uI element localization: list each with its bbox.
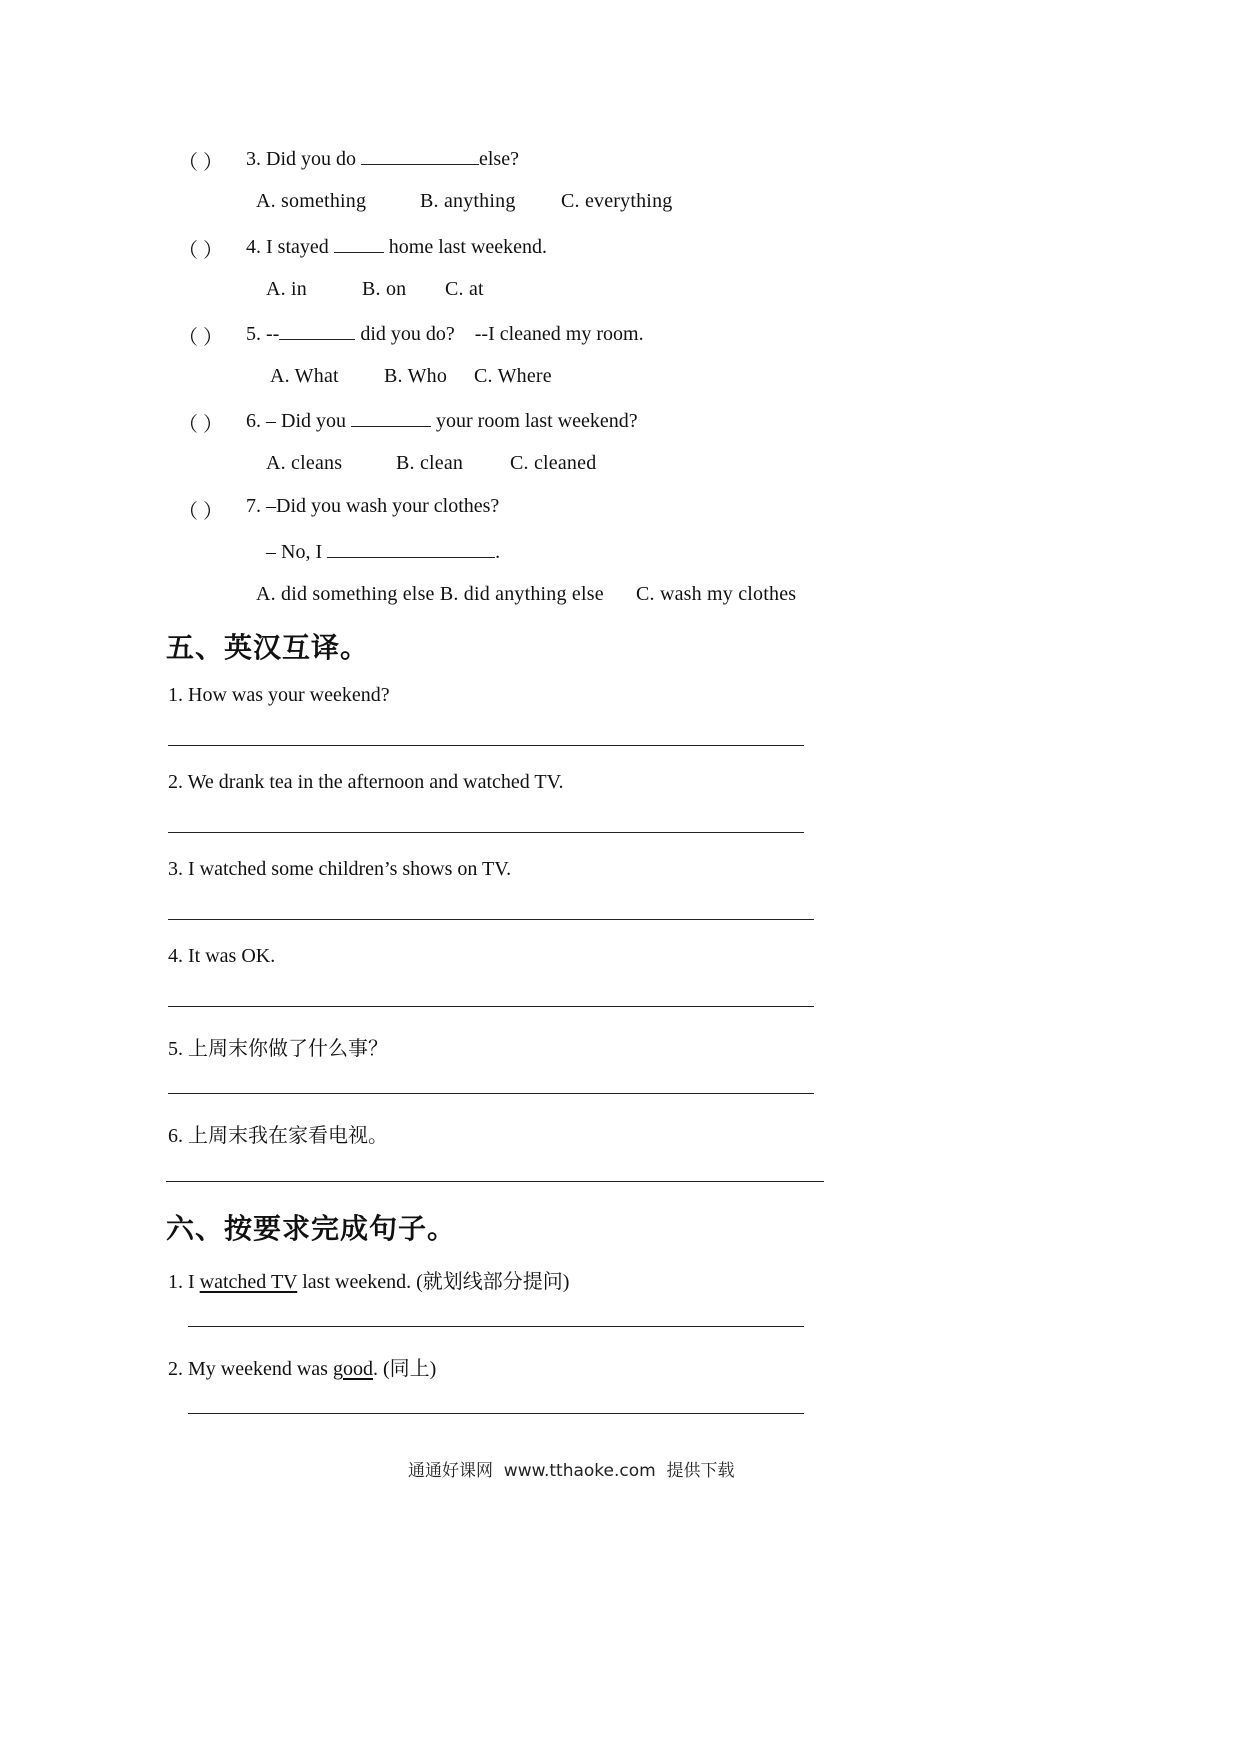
question-4-pre: 4. I stayed [246,236,334,258]
translation-item: 5. 上周末你做了什么事？ [168,1038,388,1060]
translation-item: 6. 上周末我在家看电视。 [168,1125,388,1147]
answer-line[interactable] [188,1413,804,1414]
translation-item: 2. We drank tea in the afternoon and watched TV. [168,771,564,793]
question-5-pre: 5. -- [246,323,280,345]
section-6-heading: 六、按要求完成句子。 [166,1212,457,1245]
section-5-heading: 五、英汉互译。 [166,631,370,664]
question-3 [246,146,519,171]
question-4-post: home last weekend. [383,236,548,258]
question-7: 7. –Did you wash your clothes? [246,495,500,517]
question-3-post: else? [479,148,519,170]
answer-paren[interactable]: （ ） [178,327,223,349]
rewrite-item-1-post: last weekend. (就划线部分提问) [297,1271,570,1293]
question-4 [246,234,547,259]
question-6-post: your room last weekend? [431,410,638,432]
answer-line[interactable] [168,919,814,920]
option-b: B. on [362,278,407,300]
answer-blank[interactable] [279,321,355,340]
rewrite-item-2-pre: 2. My weekend was [168,1358,333,1380]
option-c: C. everything [561,190,673,212]
answer-line[interactable] [188,1326,804,1327]
answer-blank[interactable] [361,146,479,165]
option-c: C. Where [474,365,552,387]
answer-line[interactable] [168,832,804,833]
answer-blank[interactable] [351,408,431,427]
option-ab: A. did something else B. did anything else [256,583,604,605]
answer-blank[interactable] [327,539,495,558]
answer-paren[interactable]: （ ） [178,414,223,436]
page-footer: 通通好课网 www.tthaoke.com 提供下载 [408,1461,735,1481]
answer-paren[interactable]: （ ） [178,152,223,174]
rewrite-item-1-pre: 1. I [168,1271,200,1293]
option-b: B. Who [384,365,448,387]
answer-paren[interactable]: （ ） [178,240,223,262]
question-3-pre: 3. Did you do [246,148,361,170]
option-c: C. cleaned [510,452,597,474]
option-a: A. What [270,365,339,387]
rewrite-item-2-post: . (同上) [372,1358,437,1380]
answer-blank[interactable] [334,234,384,253]
option-a: A. cleans [266,452,343,474]
answer-line[interactable] [168,745,804,746]
question-7-answer-line [266,539,500,564]
question-7-answer-post: . [495,541,501,563]
question-7-answer-pre: – No, I [266,541,328,563]
underlined-phrase: good [332,1358,373,1380]
question-5 [246,321,644,346]
question-5-post: did you do? --I cleaned my room. [355,323,644,345]
answer-line[interactable] [168,1006,814,1007]
answer-line[interactable] [166,1181,824,1182]
translation-item: 3. I watched some children’s shows on TV. [168,858,512,880]
option-a: A. in [266,278,307,300]
translation-item: 4. It was OK. [168,945,276,967]
option-c: C. at [445,278,484,300]
rewrite-item-2 [168,1352,436,1381]
rewrite-item-1 [168,1265,569,1294]
question-6-pre: 6. – Did you [246,410,351,432]
answer-line[interactable] [168,1093,814,1094]
underlined-phrase: watched TV [199,1271,298,1293]
translation-item: 1. How was your weekend? [168,684,390,706]
option-c: C. wash my clothes [636,583,797,605]
option-a: A. something [256,190,367,212]
option-b: B. clean [396,452,464,474]
question-6 [246,408,638,433]
answer-paren[interactable]: （ ） [178,501,223,523]
option-b: B. anything [420,190,516,212]
